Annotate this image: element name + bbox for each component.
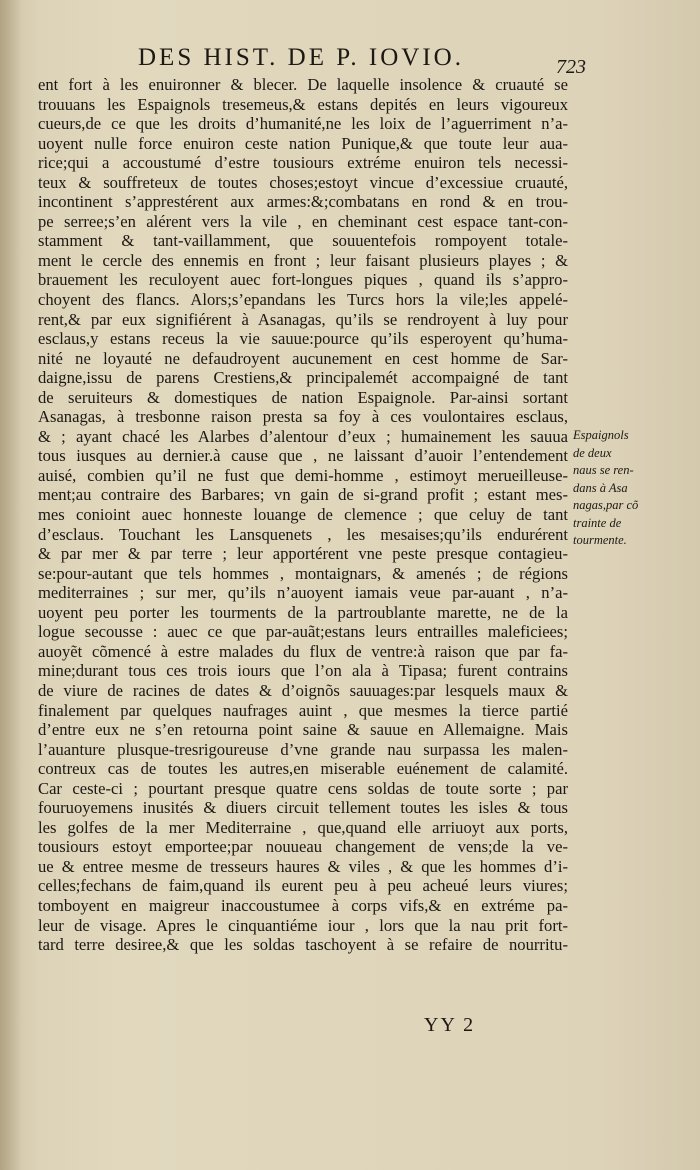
text-line: ment le cercle des ennemis en front ; leur faisant plusieurs playes ; & [38,250,568,270]
text-line: fouruoyemens inusités & diuers circuit tellement toutes les isles & tous [38,798,568,818]
text-line: d’entre eux ne s’en retourna point saine & sauue en Allemaigne. Mais [38,720,568,740]
text-line: ue & entree mesme de tresseurs haures & viles , & que les hommes d’i- [38,856,568,876]
text-line: Asanagas, à tresbonne raison presta sa foy à ces voulontaires esclaus, [38,407,568,427]
text-line: brauement les reculoyent auec fort-longues piques , quand ils s’appro- [38,270,568,290]
main-text-block [38,75,568,955]
text-line: auisé, combien qu’il ne fust que demi-homme , estimoyt merueilleuse- [38,465,568,485]
margin-note-line: nagas,par cõ [573,498,639,512]
margin-note-line: Espaignols [573,428,629,442]
margin-note-line: de deux [573,445,612,460]
text-line: de viure de racines de dates & d’oignõs sauuages:par lesquels maux & [38,680,568,700]
text-line: se:pour-autant que tels hommes , montaignars, & amenés ; de régions [38,563,568,583]
text-line: stamment & tant-vaillamment, que souuentefois rompoyent totale- [38,231,568,251]
text-line: rent,& par eux signifiérent à Asanagas, qu’ils se rendroyent à luy pour [38,309,568,329]
text-line: incontinent s’apprestérent aux armes:&;combatans en rond & en trou- [38,192,568,212]
signature-mark: YY 2 [424,1014,476,1036]
text-line: mes conioint auec honneste louange de clemence ; que celuy de tant [38,505,568,525]
text-line: mediterraines ; sur mer, qu’ils n’auoyent iamais veue par-auant , n’a- [38,583,568,603]
text-line: & ; ayant chacé les Alarbes d’alentour d’eux ; humainement les sauua [38,426,568,446]
text-line: rice;qui a accoustumé d’estre tousiours extréme enuiron tels necessi- [38,153,568,173]
text-line: contreux cas de toutes les autres,en miserable euénement de calamité. [38,759,568,779]
text-line: de seruiteurs & domestiques de nation Espaignole. Par-ainsi sortant [38,387,568,407]
text-line: les golfes de la mer Mediterraine , que,quand elle arriuoyt aux ports, [38,817,568,837]
text-line: nité ne loyauté ne defaudroyent aucunement en cest homme de Sar- [38,348,568,368]
text-line: uoyent nulle force enuiron ceste nation Punique,& que toute leur aua- [38,133,568,153]
running-title: DES HIST. DE P. IOVIO. [138,44,464,71]
margin-note [573,427,683,550]
margin-note-line: trainte de [573,515,622,530]
text-line: celles;fechans de faim,quand ils eurent peu à peu acheué leurs viures; [38,876,568,896]
margin-note-line: naus se ren- [573,463,634,477]
text-line: teux & souffreteux de toutes choses;estoyt vincue d’excessiue cruauté, [38,172,568,192]
text-line: choyent des flancs. Alors;s’epandans les Turcs hors la vile;les appelé- [38,290,568,310]
margin-note-line: dans à Asa [573,480,628,495]
text-line: & par mer & par terre ; leur apportérent vne peste presque contagieu- [38,544,568,564]
margin-note-line: tourmente. [573,533,627,547]
spine-shadow [0,0,22,1170]
text-line: uoyent peu porter les tourments de la partroublante marette, ne de la [38,602,568,622]
text-line: cueurs,de ce que les droits d’humanité,ne les loix de l’aguerriment n’a- [38,114,568,134]
page-number: 723 [556,56,586,78]
text-line: tous iusques au dernier.à cause que , ne laissant d’auoir l’entendement [38,446,568,466]
text-line: daigne,issu de parens Crestiens,& principalemét accompaigné de tant [38,368,568,388]
text-line: mine;durant tous ces trois iours que l’on ala à Tipasa; furent contrains [38,661,568,681]
text-line: tard terre desiree,& que les soldas taschoyent à se refaire de nourritu- [38,935,568,955]
text-line: Car ceste-ci ; pourtant presque quatre cens soldas de toute sorte ; par [38,778,568,798]
text-line: logue secousse : auec ce que par-auãt;estans leurs entrailles maleficiees; [38,622,568,642]
text-line: tousiours estoyt emportee;par nouueau changement de vens;de la ve- [38,837,568,857]
text-line: finalement par quelques naufrages auint , que mesmes la tierce partié [38,700,568,720]
text-line: pe serree;s’en alérent vers la vile , en cheminant cest espace tant-con- [38,211,568,231]
text-line: l’auanture plusque-tresrigoureuse d’vne grande nau surpassa les malen- [38,739,568,759]
text-line: leur de visage. Apres le cinquantiéme iour , lors que la nau prit fort- [38,915,568,935]
text-line: trouuans les Espaignols tresemeus,& estans depités en leurs vigoureux [38,94,568,114]
text-line: ment;au contraire des Barbares; vn gain de si-grand profit ; estant mes- [38,485,568,505]
text-line: d’esclaus. Touchant les Lansquenets , les mesaises;qu’ils endurérent [38,524,568,544]
text-line: auoyẽt cõmencé à estre malades du flux de ventre:à raison que par fa- [38,641,568,661]
text-line: esclaus,y estans receus la vie sauue:pource qu’ils esperoyent qu’huma- [38,329,568,349]
text-line: ent fort à les enuironner & blecer. De laquelle insolence & cruauté se [38,75,568,94]
text-line: tomboyent en maigreur inaccoustumee à corps vifs,& en extréme pa- [38,895,568,915]
